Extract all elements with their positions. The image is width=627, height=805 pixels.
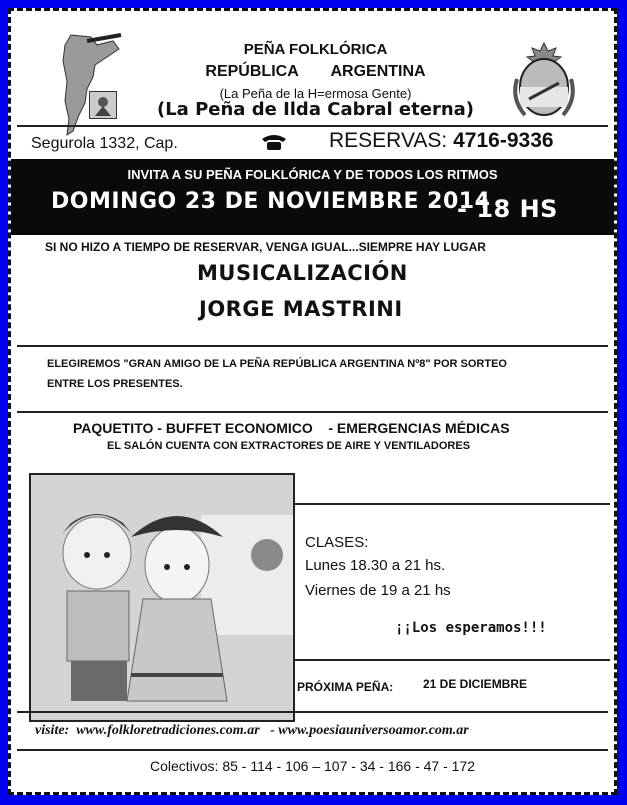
- notice-text: SI NO HIZO A TIEMPO DE RESERVAR, VENGA IGUAL...SIEMPRE HAY LUGAR: [45, 240, 486, 254]
- websites: visite: www.folkloretradiciones.com.ar - www.poesiauniversoamor.com.ar: [35, 723, 469, 738]
- reservas-label: RESERVAS:: [329, 129, 448, 152]
- divider: [17, 711, 608, 713]
- header-subtitle: [11, 63, 617, 81]
- header-subtitle-b: ARGENTINA: [330, 63, 426, 80]
- divider: [17, 411, 608, 413]
- raffle-line1: ELEGIREMOS "GRAN AMIGO DE LA PEÑA REPÚBLICA ARGENTINA Nº8" POR SORTEO: [47, 358, 507, 370]
- address-street: Segurola 1332, Cap.: [31, 135, 178, 152]
- next-label: PRÓXIMA PEÑA:: [297, 680, 394, 694]
- reservas: [329, 129, 554, 153]
- header-subtitle-a: REPÚBLICA: [205, 63, 299, 80]
- reservas-phone: 4716-9336: [453, 129, 554, 152]
- sun-of-may-icon: [251, 539, 283, 571]
- event-time: - 18 HS: [457, 195, 558, 223]
- header-title: PEÑA FOLKLÓRICA: [243, 41, 388, 58]
- classes-monday: Lunes 18.30 a 21 hs.: [305, 557, 446, 574]
- divider: [17, 125, 608, 127]
- raffle-line2: ENTRE LOS PRESENTES.: [47, 378, 183, 390]
- bus-lines: Colectivos: 85 - 114 - 106 – 107 - 34 - 166 - 47 - 172: [149, 758, 476, 774]
- gaucho-children-illustration: [29, 473, 295, 722]
- music-title: MUSICALIZACIÓN: [197, 261, 408, 285]
- divider: [17, 345, 608, 347]
- classes-closing: ¡¡Los esperamos!!!: [395, 620, 547, 636]
- next-date: 21 DE DICIEMBRE: [423, 677, 528, 691]
- header-tribute: (La Peña de Ilda Cabral eterna): [156, 99, 475, 120]
- flyer-sheet: [8, 8, 617, 795]
- divider: [294, 659, 610, 661]
- header-nickname: (La Peña de la H=ermosa Gente): [219, 86, 412, 101]
- divider: [17, 749, 608, 751]
- services-line2: EL SALÓN CUENTA CON EXTRACTORES DE AIRE Y VENTILADORES: [107, 440, 471, 452]
- invite-line: INVITA A SU PEÑA FOLKLÓRICA Y DE TODOS LOS RITMOS: [127, 167, 498, 182]
- telephone-icon: [259, 133, 289, 151]
- event-date: DOMINGO 23 DE NOVIEMBRE 2014: [51, 189, 491, 214]
- classes-title: CLASES:: [305, 534, 369, 551]
- services-line1: PAQUETITO - BUFFET ECONOMICO - EMERGENCIAS MÉDICAS: [73, 420, 510, 436]
- classes-friday: Viernes de 19 a 21 hs: [305, 582, 451, 599]
- music-name: JORGE MASTRINI: [199, 297, 403, 321]
